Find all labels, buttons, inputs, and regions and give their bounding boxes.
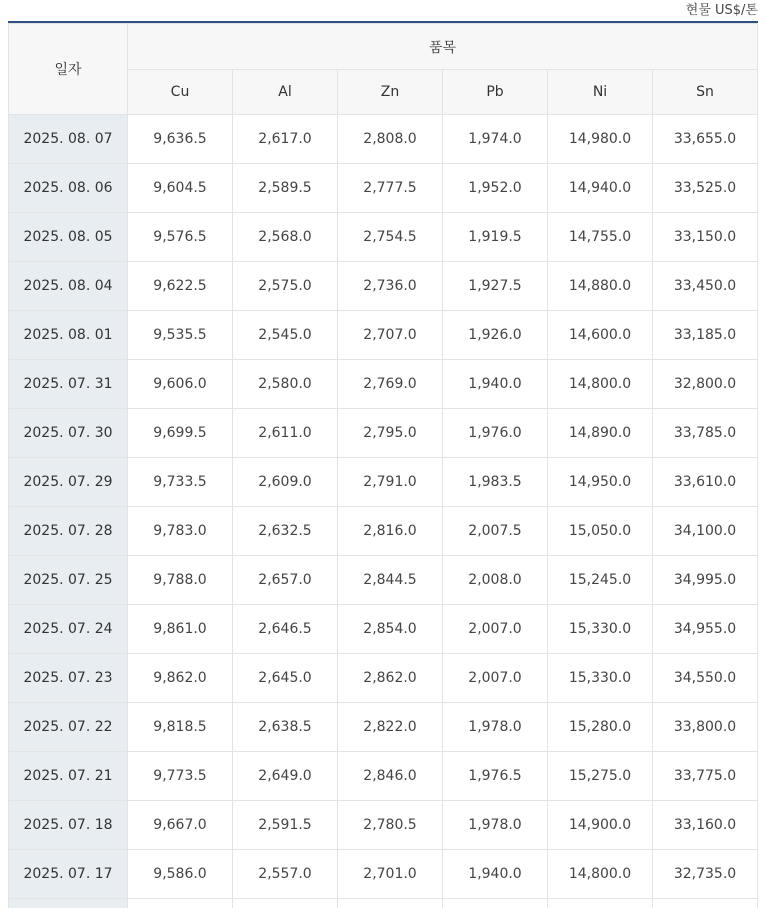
- price-cell-sn: 34,100.0: [653, 507, 758, 556]
- price-cell-ni: 14,980.0: [548, 115, 653, 164]
- price-cell-ni: 15,330.0: [548, 654, 653, 703]
- price-cell-al: 2,580.0: [233, 360, 338, 409]
- price-cell-pb: 2,008.0: [443, 556, 548, 605]
- price-cell-cu: 9,604.5: [128, 164, 233, 213]
- price-cell-pb: 1,978.0: [443, 801, 548, 850]
- price-cell-al: 2,611.0: [233, 409, 338, 458]
- price-cell-sn: 33,775.0: [653, 752, 758, 801]
- price-cell-cu: 9,861.0: [128, 605, 233, 654]
- price-cell-zn: 2,777.5: [338, 164, 443, 213]
- price-cell-al: 2,609.0: [233, 458, 338, 507]
- price-cell-pb: 2,007.0: [443, 654, 548, 703]
- date-cell: 2025. 07. 23: [9, 654, 128, 703]
- table-row: [9, 507, 758, 556]
- date-cell: 2025. 08. 06: [9, 164, 128, 213]
- price-cell-zn: 2,854.0: [338, 605, 443, 654]
- price-cell-zn: 2,707.0: [338, 311, 443, 360]
- date-cell: 2025. 07. 25: [9, 556, 128, 605]
- price-cell-sn: 33,610.0: [653, 458, 758, 507]
- column-header-zn: Zn: [338, 70, 443, 115]
- table-row: [9, 752, 758, 801]
- price-cell-ni: 14,600.0: [548, 311, 653, 360]
- price-cell-al: 2,591.5: [233, 801, 338, 850]
- price-cell-sn: 32,800.0: [653, 360, 758, 409]
- price-cell-al: 2,545.0: [233, 311, 338, 360]
- price-cell-sn: 34,995.0: [653, 556, 758, 605]
- date-cell: 2025. 08. 07: [9, 115, 128, 164]
- price-cell-sn: 33,785.0: [653, 409, 758, 458]
- date-cell: 2025. 07. 28: [9, 507, 128, 556]
- table-body: [9, 115, 758, 908]
- price-cell-zn: 2,846.0: [338, 752, 443, 801]
- price-cell-cu: 9,636.5: [128, 115, 233, 164]
- price-cell-ni: 14,940.0: [548, 164, 653, 213]
- column-header-ni: Ni: [548, 70, 653, 115]
- price-cell-pb: 1,919.5: [443, 213, 548, 262]
- price-cell-cu: 9,586.0: [128, 850, 233, 899]
- price-cell-cu: 9,788.0: [128, 556, 233, 605]
- price-cell-sn: 33,450.0: [653, 262, 758, 311]
- unit-label: 현물 US$/톤: [685, 3, 758, 18]
- table-row: [9, 360, 758, 409]
- table-row: [9, 115, 758, 164]
- table-row: [9, 213, 758, 262]
- date-cell: 2025. 07. 17: [9, 850, 128, 899]
- price-cell-sn: 33,525.0: [653, 164, 758, 213]
- table-row: [9, 311, 758, 360]
- price-cell-cu: 9,667.0: [128, 801, 233, 850]
- price-cell-al: 2,649.0: [233, 752, 338, 801]
- column-header-cu: Cu: [128, 70, 233, 115]
- table-row: [9, 899, 758, 908]
- price-cell-cu: 9,576.5: [128, 213, 233, 262]
- table-row: [9, 850, 758, 899]
- price-cell-sn: 33,150.0: [653, 213, 758, 262]
- price-cell-zn: 2,701.0: [338, 850, 443, 899]
- table-row: [9, 605, 758, 654]
- price-cell-zn: 2,822.0: [338, 703, 443, 752]
- price-cell-ni: 15,330.0: [548, 605, 653, 654]
- price-cell-cu: [128, 899, 233, 908]
- table-row: [9, 164, 758, 213]
- price-cell-sn: 33,160.0: [653, 801, 758, 850]
- price-cell-al: 2,557.0: [233, 850, 338, 899]
- price-cell-cu: 9,773.5: [128, 752, 233, 801]
- price-cell-pb: 1,926.0: [443, 311, 548, 360]
- date-cell: 2025. 08. 01: [9, 311, 128, 360]
- price-cell-al: 2,568.0: [233, 213, 338, 262]
- price-cell-zn: 2,795.0: [338, 409, 443, 458]
- price-cell-zn: 2,791.0: [338, 458, 443, 507]
- metal-price-table: [8, 23, 758, 908]
- price-cell-sn: 34,955.0: [653, 605, 758, 654]
- price-cell-al: 2,589.5: [233, 164, 338, 213]
- price-cell-al: 2,638.5: [233, 703, 338, 752]
- price-cell-al: 2,646.5: [233, 605, 338, 654]
- price-cell-zn: 2,808.0: [338, 115, 443, 164]
- price-cell-al: 2,617.0: [233, 115, 338, 164]
- price-cell-al: 2,645.0: [233, 654, 338, 703]
- column-header-sn: Sn: [653, 70, 758, 115]
- price-cell-pb: [443, 899, 548, 908]
- price-cell-sn: 32,735.0: [653, 850, 758, 899]
- price-cell-sn: 33,800.0: [653, 703, 758, 752]
- date-cell: 2025. 07. 22: [9, 703, 128, 752]
- price-cell-sn: 34,550.0: [653, 654, 758, 703]
- price-cell-cu: 9,535.5: [128, 311, 233, 360]
- price-cell-ni: 14,950.0: [548, 458, 653, 507]
- date-cell: 2025. 07. 24: [9, 605, 128, 654]
- price-cell-pb: 1,940.0: [443, 360, 548, 409]
- price-cell-ni: 14,900.0: [548, 801, 653, 850]
- price-cell-cu: 9,862.0: [128, 654, 233, 703]
- price-cell-pb: 2,007.0: [443, 605, 548, 654]
- price-cell-zn: 2,862.0: [338, 654, 443, 703]
- price-cell-sn: 33,185.0: [653, 311, 758, 360]
- price-cell-ni: 14,890.0: [548, 409, 653, 458]
- table-row: [9, 262, 758, 311]
- price-cell-al: [233, 899, 338, 908]
- price-cell-ni: 15,245.0: [548, 556, 653, 605]
- date-cell: 2025. 08. 04: [9, 262, 128, 311]
- date-cell: 2025. 07. 31: [9, 360, 128, 409]
- price-cell-zn: 2,780.5: [338, 801, 443, 850]
- date-cell: 2025. 08. 05: [9, 213, 128, 262]
- price-cell-al: 2,575.0: [233, 262, 338, 311]
- date-column-header: 일자: [9, 24, 128, 115]
- column-header-pb: Pb: [443, 70, 548, 115]
- price-cell-zn: 2,769.0: [338, 360, 443, 409]
- table-row: [9, 409, 758, 458]
- price-cell-pb: 2,007.5: [443, 507, 548, 556]
- price-cell-ni: 14,800.0: [548, 850, 653, 899]
- price-cell-pb: 1,976.5: [443, 752, 548, 801]
- table-row: [9, 703, 758, 752]
- date-cell: 2025. 07. 18: [9, 801, 128, 850]
- date-cell: [9, 899, 128, 908]
- table-row: [9, 556, 758, 605]
- date-cell: 2025. 07. 30: [9, 409, 128, 458]
- table-header: [9, 24, 758, 115]
- price-cell-pb: 1,927.5: [443, 262, 548, 311]
- item-group-header: 품목: [128, 24, 758, 70]
- table-row: [9, 801, 758, 850]
- price-cell-zn: 2,736.0: [338, 262, 443, 311]
- price-cell-al: 2,632.5: [233, 507, 338, 556]
- price-cell-zn: 2,754.5: [338, 213, 443, 262]
- price-cell-ni: 15,280.0: [548, 703, 653, 752]
- table-row: [9, 458, 758, 507]
- price-cell-ni: [548, 899, 653, 908]
- price-cell-zn: [338, 899, 443, 908]
- column-header-al: Al: [233, 70, 338, 115]
- price-cell-cu: 9,699.5: [128, 409, 233, 458]
- price-cell-cu: 9,606.0: [128, 360, 233, 409]
- price-cell-sn: [653, 899, 758, 908]
- table-row: [9, 654, 758, 703]
- price-cell-ni: 14,800.0: [548, 360, 653, 409]
- price-cell-pb: 1,940.0: [443, 850, 548, 899]
- price-cell-al: 2,657.0: [233, 556, 338, 605]
- date-cell: 2025. 07. 21: [9, 752, 128, 801]
- date-cell: 2025. 07. 29: [9, 458, 128, 507]
- price-cell-pb: 1,974.0: [443, 115, 548, 164]
- price-cell-pb: 1,952.0: [443, 164, 548, 213]
- price-cell-ni: 14,880.0: [548, 262, 653, 311]
- price-cell-cu: 9,818.5: [128, 703, 233, 752]
- price-cell-pb: 1,983.5: [443, 458, 548, 507]
- price-cell-pb: 1,978.0: [443, 703, 548, 752]
- price-cell-cu: 9,733.5: [128, 458, 233, 507]
- price-cell-ni: 15,275.0: [548, 752, 653, 801]
- price-cell-zn: 2,844.5: [338, 556, 443, 605]
- price-cell-zn: 2,816.0: [338, 507, 443, 556]
- price-cell-cu: 9,622.5: [128, 262, 233, 311]
- price-table-container: [8, 21, 758, 908]
- price-cell-ni: 14,755.0: [548, 213, 653, 262]
- price-cell-sn: 33,655.0: [653, 115, 758, 164]
- price-cell-pb: 1,976.0: [443, 409, 548, 458]
- price-cell-ni: 15,050.0: [548, 507, 653, 556]
- price-cell-cu: 9,783.0: [128, 507, 233, 556]
